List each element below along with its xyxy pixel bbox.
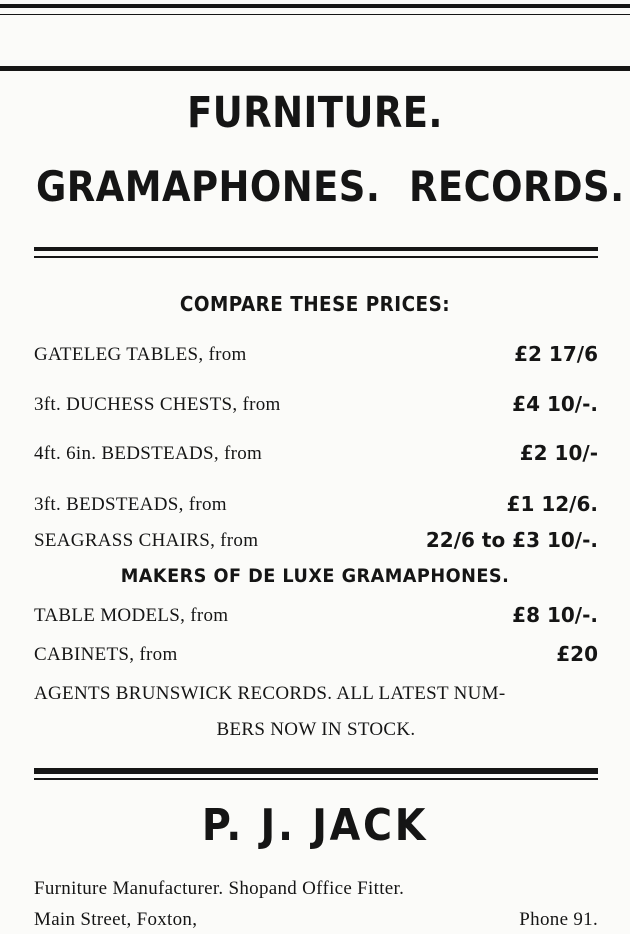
gramophone-price: £20 [556,642,598,666]
price-row [34,494,598,522]
heading-records: RECORDS. [409,162,625,211]
agents-line-2: BERS NOW IN STOCK. [216,719,416,740]
price-item: 3ft. BEDSTEADS, from [34,494,227,515]
price-value: £2 17/6 [514,342,598,366]
gramophone-row [34,644,598,672]
phone: Phone 91. [519,909,598,930]
heading-furniture: FURNITURE. [187,88,443,138]
heading-gramophones: GRAMAPHONES. [36,162,381,211]
top-border-rule-thin [0,14,630,15]
price-item: 3ft. DUCHESS CHESTS, from [34,394,281,415]
business-name: P. J. JACK [201,800,429,851]
footer-rule-thin [34,778,598,780]
section-rule-thin [34,256,598,258]
price-value: £2 10/- [519,441,598,465]
gramophone-item: TABLE MODELS, from [34,605,229,626]
gramophone-item: CABINETS, from [34,644,178,665]
section-rule-thick [34,247,598,251]
gramophone-price: £8 10/-. [512,603,598,627]
price-item: SEAGRASS CHAIRS, from [34,530,259,551]
trade-line: Furniture Manufacturer. Shopand Office Fitter. [34,878,405,899]
heading-gramophones-records [0,162,630,220]
price-row [34,530,598,558]
top-border-rule [0,4,630,8]
footer-rule-thick [34,768,598,774]
agents-line-1: AGENTS BRUNSWICK RECORDS. ALL LATEST NUM- [34,683,506,704]
price-row [34,443,598,471]
price-item: GATELEG TABLES, from [34,344,247,365]
price-item: 4ft. 6in. BEDSTEADS, from [34,443,263,464]
price-value: 22/6 to £3 10/-. [425,528,598,552]
address: Main Street, Foxton, [34,909,198,930]
gramophone-row [34,605,598,633]
price-row [34,394,598,422]
compare-prices-heading: COMPARE THESE PRICES: [179,292,451,316]
makers-heading: MAKERS OF DE LUXE GRAMAPHONES. [120,565,510,587]
price-value: £1 12/6. [506,492,598,516]
header-rule [0,66,630,71]
address-row [34,909,598,934]
price-row [34,344,598,372]
price-value: £4 10/-. [512,392,598,416]
